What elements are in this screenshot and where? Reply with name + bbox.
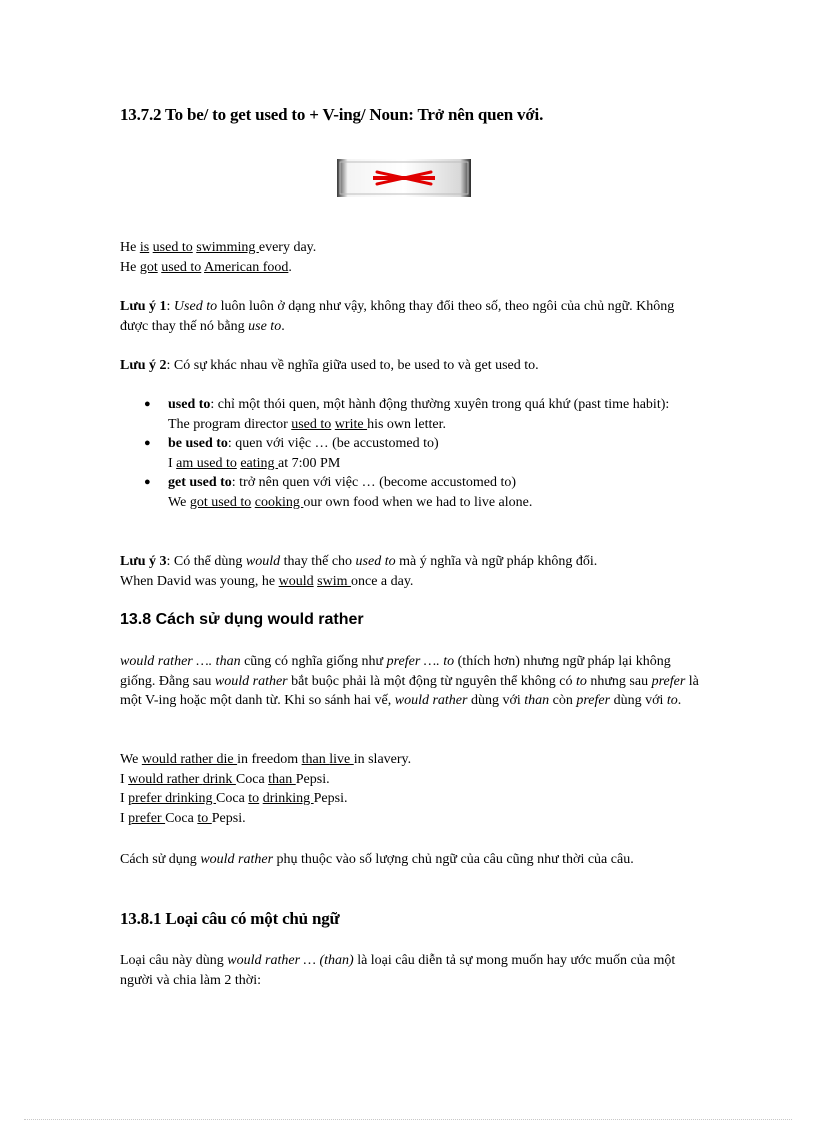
example-line: He got used to American food. bbox=[120, 259, 292, 275]
embedded-image bbox=[337, 159, 471, 197]
note-3: Lưu ý 3: Có thể dùng would thay thế cho used to mà ý nghĩa và ngữ pháp không đổi. When David was young, he would swim once a day. bbox=[120, 554, 598, 589]
broken-image-icon bbox=[337, 159, 471, 197]
section-heading-13-8-1: 13.8.1 Loại câu có một chủ ngữ bbox=[120, 909, 340, 928]
note-1: Lưu ý 1: Used to luôn luôn ở dạng như vậy, không thay đổi theo số, theo ngôi của chủ ngữ. Không được thay thế nó bằng use to. bbox=[120, 299, 675, 334]
example-line: I prefer drinking Coca to drinking Pepsi. bbox=[120, 791, 348, 806]
bullet-icon: ● bbox=[144, 437, 151, 449]
usage-bullet-list bbox=[120, 395, 700, 512]
paragraph-would-rather: would rather …. than cũng có nghĩa giống như prefer …. to (thích hơn) nhưng ngữ pháp lại không giống. Đằng sau would rather bắt buộc phải là một động từ nguyên thể không có to nhưng sau prefer là một V-ing hoặc một danh từ. Khi so sánh hai vế, would rather dùng với than còn prefer dùng với to. bbox=[120, 654, 699, 708]
bullet-icon: ● bbox=[144, 476, 151, 488]
example-line: We would rather die in freedom than live in slavery. bbox=[120, 752, 412, 767]
section-heading-13-8: 13.8 Cách sử dụng would rather bbox=[120, 611, 364, 628]
note-2: Lưu ý 2: Có sự khác nhau về nghĩa giữa used to, be used to và get used to. bbox=[120, 358, 539, 373]
list-item: ● get used to: trở nên quen với việc … (become accustomed to) We got used to cooking our own food when we had to live alone. bbox=[144, 475, 533, 510]
example-block-would-rather bbox=[120, 750, 700, 828]
paragraph-one-subject: Loại câu này dùng would rather … (than) là loại câu diễn tả sự mong muốn hay ước muốn của một người và chia làm 2 thời: bbox=[120, 953, 676, 988]
example-line: I prefer Coca to Pepsi. bbox=[120, 810, 246, 826]
page-bottom-divider bbox=[24, 1119, 792, 1120]
list-item: ● be used to: quen với việc … (be accustomed to) I am used to eating at 7:00 PM bbox=[144, 436, 439, 471]
example-line: I would rather drink Coca than Pepsi. bbox=[120, 771, 330, 787]
example-line: He is used to swimming every day. bbox=[120, 240, 317, 255]
example-block-used-to bbox=[120, 238, 700, 277]
paragraph-usage: Cách sử dụng would rather phụ thuộc vào số lượng chủ ngữ của câu cũng như thời của câu. bbox=[120, 852, 634, 867]
bullet-icon: ● bbox=[144, 398, 151, 410]
list-item: ● used to: chỉ một thói quen, một hành động thường xuyên trong quá khứ (past time habit): The program director used to write his own letter. bbox=[144, 397, 670, 432]
section-heading-13-7-2: 13.7.2 To be/ to get used to + V-ing/ Noun: Trở nên quen với. bbox=[120, 105, 544, 124]
